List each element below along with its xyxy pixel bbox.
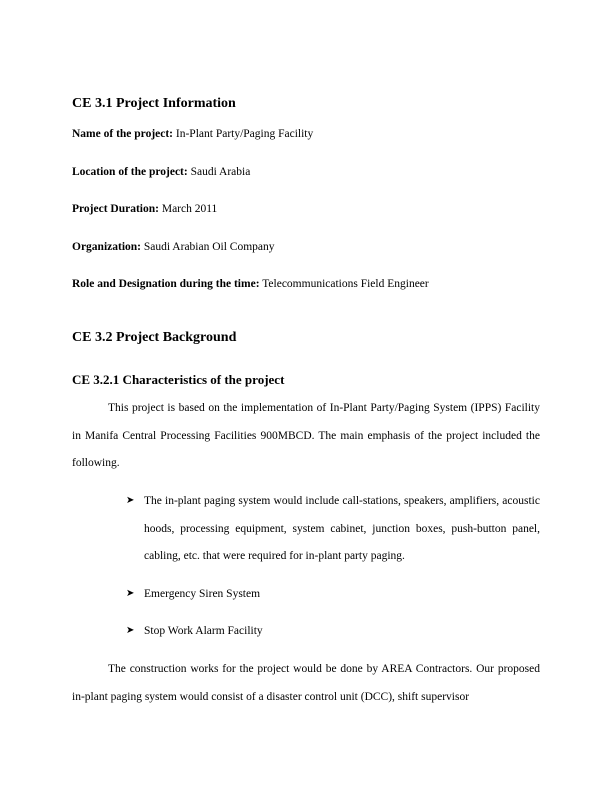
- field-role-designation: [72, 278, 429, 290]
- field-label: Name of the project:: [72, 128, 174, 140]
- section-heading-project-background: CE 3.2 Project Background: [72, 330, 237, 345]
- bullet-text: Stop Work Alarm Facility: [144, 625, 263, 637]
- bullet-text: The in-plant paging system would include call-stations, speakers, amplifiers, acoustic hoods, processing equipment, system cabinet, junction boxes, push-button panel, cabling, etc. that were required for in-plant party paging.: [144, 495, 540, 562]
- arrowhead-bullet-icon: ➤: [126, 625, 135, 636]
- bullet-item: [126, 618, 540, 646]
- arrowhead-bullet-icon: ➤: [126, 495, 135, 506]
- bullet-text: Emergency Siren System: [144, 588, 261, 600]
- field-label: Project Duration:: [72, 203, 159, 215]
- field-value: Saudi Arabia: [190, 166, 251, 178]
- field-value: March 2011: [161, 203, 218, 215]
- closing-paragraph: The construction works for the project would be done by AREA Contractors. Our proposed in-plant paging system would consist of a disaster control unit (DCC), shift supervisor: [72, 663, 540, 703]
- bullet-item: [126, 488, 540, 571]
- intro-paragraph: This project is based on the implementation of In-Plant Party/Paging System (IPPS) Facility in Manifa Central Processing Facilities 900MBCD. The main emphasis of the project included the following.: [72, 402, 540, 469]
- field-label: Role and Designation during the time:: [72, 278, 260, 290]
- field-project-duration: [72, 203, 217, 215]
- field-project-location: [72, 166, 250, 178]
- field-value: Telecommunications Field Engineer: [262, 278, 429, 290]
- field-organization: [72, 241, 275, 253]
- section-heading-project-information: CE 3.1 Project Information: [72, 96, 236, 111]
- field-label: Location of the project:: [72, 166, 188, 178]
- field-label: Organization:: [72, 241, 141, 253]
- bullet-item: [126, 581, 540, 609]
- subsection-heading-characteristics: CE 3.2.1 Characteristics of the project: [72, 372, 285, 387]
- field-value: In-Plant Party/Paging Facility: [175, 128, 314, 140]
- field-project-name: [72, 128, 313, 140]
- field-value: Saudi Arabian Oil Company: [143, 241, 275, 253]
- arrowhead-bullet-icon: ➤: [126, 588, 135, 599]
